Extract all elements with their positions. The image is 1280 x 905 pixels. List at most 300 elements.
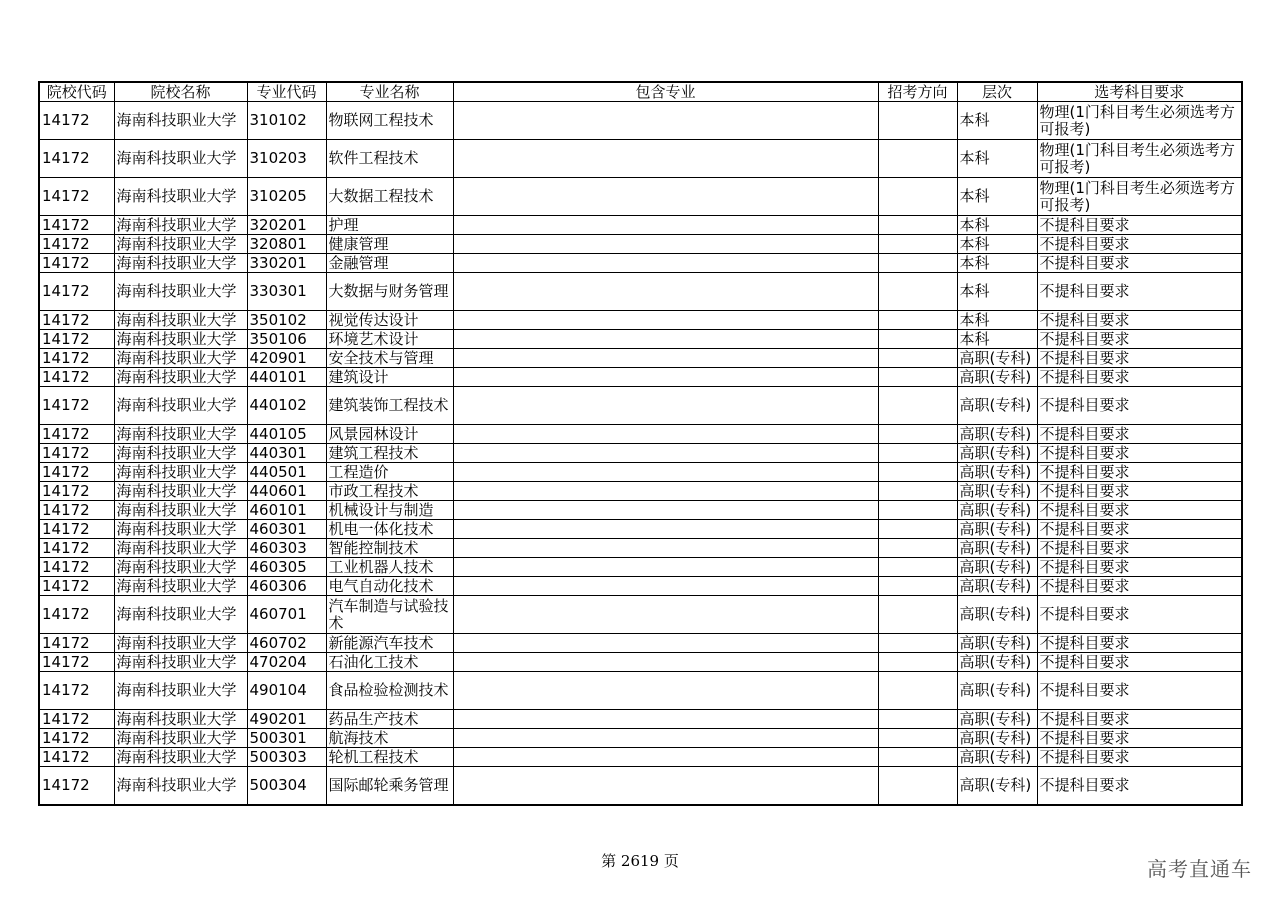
- subject-requirement-cell: [1037, 387, 1242, 425]
- table-row: [39, 596, 1242, 634]
- major-code-cell-text: 460702: [249, 634, 307, 652]
- table-row: [39, 672, 1242, 710]
- major-code-cell: [247, 672, 326, 710]
- major-code-cell-text: 470204: [249, 653, 307, 671]
- table-row: [39, 425, 1242, 444]
- major-name-cell: [326, 216, 453, 235]
- table-row: [39, 558, 1242, 577]
- school-name-cell-text: 海南科技职业大学: [116, 520, 237, 538]
- major-name-cell: [326, 520, 453, 539]
- school-code-cell: [39, 710, 114, 729]
- subject-requirement-cell: [1037, 140, 1242, 178]
- level-cell: [957, 653, 1037, 672]
- school-name-cell-text: 海南科技职业大学: [116, 235, 237, 253]
- level-cell-text: 本科: [959, 188, 990, 205]
- subject-requirement-cell: [1037, 748, 1242, 767]
- included-majors-cell: [453, 311, 878, 330]
- major-name-cell-text: 食品检验检测技术: [328, 682, 449, 699]
- major-name-cell-text: 视觉传达设计: [328, 311, 419, 329]
- major-name-cell: [326, 710, 453, 729]
- major-code-cell-text: 500303: [249, 748, 307, 766]
- header-included-majors: 包含专业: [453, 82, 878, 102]
- major-code-cell-text: 320801: [249, 235, 307, 253]
- subject-requirement-cell-text: 不提科目要求: [1039, 235, 1130, 253]
- direction-cell: [878, 178, 957, 216]
- major-name-cell: [326, 330, 453, 349]
- subject-requirement-cell-text: 不提科目要求: [1039, 710, 1130, 728]
- major-name-cell-text: 航海技术: [328, 729, 389, 747]
- subject-requirement-cell: [1037, 273, 1242, 311]
- included-majors-cell: [453, 102, 878, 140]
- major-name-cell: [326, 596, 453, 634]
- level-cell-text: 高职(专科): [959, 606, 1032, 623]
- header-school-name: 院校名称: [114, 82, 247, 102]
- direction-cell: [878, 729, 957, 748]
- included-majors-cell: [453, 273, 878, 311]
- subject-requirement-cell-text: 物理(1门科目考生必须选考方可报考): [1039, 179, 1235, 214]
- included-majors-cell: [453, 710, 878, 729]
- major-code-cell: [247, 729, 326, 748]
- included-majors-cell: [453, 425, 878, 444]
- major-code-cell-text: 440105: [249, 425, 307, 443]
- major-name-cell: [326, 387, 453, 425]
- subject-requirement-cell-text: 不提科目要求: [1039, 682, 1130, 699]
- table-row: [39, 273, 1242, 311]
- major-code-cell-text: 310102: [249, 112, 307, 129]
- school-code-cell: [39, 558, 114, 577]
- level-cell: [957, 349, 1037, 368]
- major-name-cell: [326, 102, 453, 140]
- school-name-cell: [114, 463, 247, 482]
- school-code-cell: [39, 425, 114, 444]
- subject-requirement-cell-text: 不提科目要求: [1039, 558, 1130, 576]
- major-code-cell-text: 420901: [249, 349, 307, 367]
- level-cell: [957, 729, 1037, 748]
- school-code-cell-text: 14172: [42, 188, 90, 205]
- level-cell-text: 高职(专科): [959, 368, 1032, 386]
- direction-cell: [878, 273, 957, 311]
- level-cell: [957, 387, 1037, 425]
- subject-requirement-cell-text: 不提科目要求: [1039, 606, 1130, 623]
- major-name-cell-text: 软件工程技术: [328, 150, 419, 167]
- school-name-cell-text: 海南科技职业大学: [116, 425, 237, 443]
- subject-requirement-cell-text: 不提科目要求: [1039, 776, 1130, 794]
- included-majors-cell: [453, 767, 878, 805]
- major-name-cell-text: 电气自动化技术: [328, 577, 434, 595]
- school-name-cell: [114, 330, 247, 349]
- school-name-cell-text: 海南科技职业大学: [116, 539, 237, 557]
- school-code-cell-text: 14172: [42, 112, 90, 129]
- school-name-cell-text: 海南科技职业大学: [116, 444, 237, 462]
- school-name-cell-text: 海南科技职业大学: [116, 776, 237, 794]
- school-code-cell-text: 14172: [42, 397, 90, 414]
- major-name-cell-text: 新能源汽车技术: [328, 634, 434, 652]
- header-level: 层次: [957, 82, 1037, 102]
- direction-cell: [878, 539, 957, 558]
- major-code-cell: [247, 748, 326, 767]
- school-name-cell: [114, 273, 247, 311]
- level-cell-text: 本科: [959, 112, 990, 129]
- direction-cell: [878, 140, 957, 178]
- school-name-cell: [114, 653, 247, 672]
- table-row: [39, 729, 1242, 748]
- table-row: [39, 330, 1242, 349]
- subject-requirement-cell-text: 不提科目要求: [1039, 729, 1130, 747]
- school-code-cell: [39, 672, 114, 710]
- school-code-cell: [39, 330, 114, 349]
- school-code-cell-text: 14172: [42, 710, 90, 728]
- school-code-cell: [39, 596, 114, 634]
- school-name-cell-text: 海南科技职业大学: [116, 710, 237, 728]
- school-name-cell: [114, 558, 247, 577]
- school-code-cell: [39, 634, 114, 653]
- subject-requirement-cell: [1037, 672, 1242, 710]
- school-name-cell: [114, 254, 247, 273]
- school-name-cell: [114, 710, 247, 729]
- direction-cell: [878, 387, 957, 425]
- level-cell: [957, 311, 1037, 330]
- direction-cell: [878, 349, 957, 368]
- header-major-code: 专业代码: [247, 82, 326, 102]
- subject-requirement-cell-text: 不提科目要求: [1039, 368, 1130, 386]
- subject-requirement-cell-text: 物理(1门科目考生必须选考方可报考): [1039, 103, 1235, 138]
- major-name-cell-text: 环境艺术设计: [328, 330, 419, 348]
- direction-cell: [878, 235, 957, 254]
- school-code-cell: [39, 482, 114, 501]
- major-name-cell-text: 建筑装饰工程技术: [328, 397, 449, 414]
- subject-requirement-cell-text: 不提科目要求: [1039, 520, 1130, 538]
- major-name-cell-text: 护理: [328, 216, 359, 234]
- school-code-cell: [39, 748, 114, 767]
- level-cell: [957, 596, 1037, 634]
- school-code-cell: [39, 311, 114, 330]
- major-name-cell: [326, 178, 453, 216]
- table-row: [39, 748, 1242, 767]
- level-cell: [957, 273, 1037, 311]
- included-majors-cell: [453, 349, 878, 368]
- level-cell: [957, 140, 1037, 178]
- school-code-cell-text: 14172: [42, 776, 90, 794]
- level-cell: [957, 558, 1037, 577]
- major-code-cell: [247, 482, 326, 501]
- school-name-cell: [114, 577, 247, 596]
- school-name-cell: [114, 748, 247, 767]
- school-name-cell: [114, 729, 247, 748]
- major-name-cell-text: 工程造价: [328, 463, 389, 481]
- level-cell: [957, 634, 1037, 653]
- subject-requirement-cell-text: 不提科目要求: [1039, 397, 1130, 414]
- header-major-name: 专业名称: [326, 82, 453, 102]
- direction-cell: [878, 520, 957, 539]
- major-code-cell: [247, 558, 326, 577]
- level-cell-text: 高职(专科): [959, 397, 1032, 414]
- direction-cell: [878, 501, 957, 520]
- subject-requirement-cell-text: 不提科目要求: [1039, 349, 1130, 367]
- included-majors-cell: [453, 634, 878, 653]
- subject-requirement-cell: [1037, 235, 1242, 254]
- school-name-cell: [114, 672, 247, 710]
- level-cell: [957, 425, 1037, 444]
- major-code-cell-text: 460101: [249, 501, 307, 519]
- level-cell-text: 高职(专科): [959, 558, 1032, 576]
- major-name-cell-text: 工业机器人技术: [328, 558, 434, 576]
- included-majors-cell: [453, 501, 878, 520]
- major-name-cell-text: 大数据工程技术: [328, 188, 434, 205]
- major-code-cell-text: 460701: [249, 606, 307, 623]
- table-row: [39, 577, 1242, 596]
- included-majors-cell: [453, 729, 878, 748]
- major-code-cell-text: 330301: [249, 283, 307, 300]
- major-name-cell-text: 智能控制技术: [328, 539, 419, 557]
- subject-requirement-cell: [1037, 368, 1242, 387]
- level-cell-text: 本科: [959, 283, 990, 300]
- direction-cell: [878, 425, 957, 444]
- major-code-cell-text: 350106: [249, 330, 307, 348]
- school-name-cell: [114, 501, 247, 520]
- level-cell-text: 本科: [959, 150, 990, 167]
- major-code-cell-text: 350102: [249, 311, 307, 329]
- major-name-cell: [326, 349, 453, 368]
- direction-cell: [878, 482, 957, 501]
- school-name-cell-text: 海南科技职业大学: [116, 501, 237, 519]
- school-name-cell: [114, 425, 247, 444]
- major-code-cell-text: 310203: [249, 150, 307, 167]
- school-name-cell-text: 海南科技职业大学: [116, 653, 237, 671]
- school-name-cell-text: 海南科技职业大学: [116, 283, 237, 300]
- table-row: [39, 387, 1242, 425]
- major-name-cell: [326, 558, 453, 577]
- level-cell-text: 高职(专科): [959, 729, 1032, 747]
- level-cell-text: 高职(专科): [959, 682, 1032, 699]
- subject-requirement-cell: [1037, 501, 1242, 520]
- subject-requirement-cell-text: 不提科目要求: [1039, 463, 1130, 481]
- major-code-cell: [247, 444, 326, 463]
- major-code-cell: [247, 235, 326, 254]
- major-code-cell-text: 490201: [249, 710, 307, 728]
- school-code-cell: [39, 463, 114, 482]
- included-majors-cell: [453, 482, 878, 501]
- school-code-cell-text: 14172: [42, 520, 90, 538]
- major-code-cell: [247, 254, 326, 273]
- level-cell-text: 高职(专科): [959, 501, 1032, 519]
- level-cell-text: 高职(专科): [959, 710, 1032, 728]
- subject-requirement-cell-text: 不提科目要求: [1039, 539, 1130, 557]
- school-name-cell-text: 海南科技职业大学: [116, 112, 237, 129]
- major-code-cell: [247, 501, 326, 520]
- subject-requirement-cell: [1037, 596, 1242, 634]
- major-name-cell-text: 风景园林设计: [328, 425, 419, 443]
- subject-requirement-cell-text: 不提科目要求: [1039, 501, 1130, 519]
- major-code-cell: [247, 463, 326, 482]
- subject-requirement-cell-text: 不提科目要求: [1039, 444, 1130, 462]
- major-name-cell-text: 国际邮轮乘务管理: [328, 776, 449, 794]
- school-name-cell: [114, 368, 247, 387]
- major-name-cell: [326, 444, 453, 463]
- subject-requirement-cell: [1037, 558, 1242, 577]
- major-name-cell-text: 机电一体化技术: [328, 520, 434, 538]
- major-code-cell-text: 460306: [249, 577, 307, 595]
- school-code-cell-text: 14172: [42, 330, 90, 348]
- school-code-cell-text: 14172: [42, 482, 90, 500]
- school-code-cell-text: 14172: [42, 748, 90, 766]
- school-name-cell: [114, 178, 247, 216]
- major-code-cell-text: 460305: [249, 558, 307, 576]
- major-name-cell-text: 金融管理: [328, 254, 389, 272]
- subject-requirement-cell-text: 不提科目要求: [1039, 634, 1130, 652]
- major-code-cell-text: 460301: [249, 520, 307, 538]
- school-code-cell: [39, 254, 114, 273]
- major-name-cell-text: 大数据与财务管理: [328, 283, 449, 300]
- major-name-cell-text: 机械设计与制造: [328, 501, 434, 519]
- school-name-cell-text: 海南科技职业大学: [116, 482, 237, 500]
- major-name-cell-text: 市政工程技术: [328, 482, 419, 500]
- major-name-cell: [326, 273, 453, 311]
- school-code-cell: [39, 577, 114, 596]
- subject-requirement-cell-text: 不提科目要求: [1039, 748, 1130, 766]
- level-cell-text: 本科: [959, 254, 990, 272]
- school-name-cell-text: 海南科技职业大学: [116, 368, 237, 386]
- table-row: [39, 311, 1242, 330]
- direction-cell: [878, 102, 957, 140]
- school-code-cell: [39, 767, 114, 805]
- level-cell: [957, 463, 1037, 482]
- major-name-cell: [326, 672, 453, 710]
- level-cell-text: 本科: [959, 311, 990, 329]
- direction-cell: [878, 596, 957, 634]
- major-code-cell: [247, 387, 326, 425]
- subject-requirement-cell-text: 不提科目要求: [1039, 283, 1130, 300]
- school-name-cell-text: 海南科技职业大学: [116, 558, 237, 576]
- table-row: [39, 482, 1242, 501]
- school-name-cell: [114, 235, 247, 254]
- major-code-cell-text: 500304: [249, 776, 307, 794]
- major-code-cell-text: 440102: [249, 397, 307, 414]
- major-code-cell: [247, 710, 326, 729]
- major-code-cell: [247, 178, 326, 216]
- included-majors-cell: [453, 216, 878, 235]
- major-name-cell: [326, 254, 453, 273]
- direction-cell: [878, 330, 957, 349]
- included-majors-cell: [453, 748, 878, 767]
- major-name-cell: [326, 463, 453, 482]
- included-majors-cell: [453, 558, 878, 577]
- table-row: [39, 216, 1242, 235]
- school-name-cell: [114, 311, 247, 330]
- included-majors-cell: [453, 387, 878, 425]
- major-name-cell: [326, 634, 453, 653]
- level-cell-text: 高职(专科): [959, 634, 1032, 652]
- major-code-cell-text: 310205: [249, 188, 307, 205]
- direction-cell: [878, 653, 957, 672]
- school-code-cell-text: 14172: [42, 368, 90, 386]
- table-row: [39, 444, 1242, 463]
- table-row: [39, 463, 1242, 482]
- subject-requirement-cell: [1037, 463, 1242, 482]
- level-cell-text: 高职(专科): [959, 349, 1032, 367]
- subject-requirement-cell: [1037, 444, 1242, 463]
- school-name-cell: [114, 539, 247, 558]
- subject-requirement-cell: [1037, 216, 1242, 235]
- major-name-cell: [326, 748, 453, 767]
- level-cell-text: 高职(专科): [959, 653, 1032, 671]
- subject-requirement-cell: [1037, 330, 1242, 349]
- school-code-cell: [39, 501, 114, 520]
- subject-requirement-cell: [1037, 311, 1242, 330]
- subject-requirement-cell-text: 不提科目要求: [1039, 216, 1130, 234]
- level-cell: [957, 577, 1037, 596]
- table-body: [39, 102, 1242, 805]
- school-name-cell: [114, 482, 247, 501]
- direction-cell: [878, 634, 957, 653]
- table-header: [39, 82, 1242, 102]
- major-code-cell: [247, 539, 326, 558]
- major-name-cell: [326, 501, 453, 520]
- school-name-cell: [114, 216, 247, 235]
- school-name-cell: [114, 349, 247, 368]
- included-majors-cell: [453, 140, 878, 178]
- level-cell-text: 高职(专科): [959, 539, 1032, 557]
- school-code-cell-text: 14172: [42, 425, 90, 443]
- subject-requirement-cell-text: 不提科目要求: [1039, 311, 1130, 329]
- school-name-cell: [114, 767, 247, 805]
- included-majors-cell: [453, 463, 878, 482]
- direction-cell: [878, 444, 957, 463]
- major-code-cell: [247, 330, 326, 349]
- school-code-cell-text: 14172: [42, 729, 90, 747]
- major-code-cell: [247, 577, 326, 596]
- table-row: [39, 634, 1242, 653]
- subject-requirement-cell: [1037, 653, 1242, 672]
- school-name-cell-text: 海南科技职业大学: [116, 634, 237, 652]
- major-code-cell-text: 330201: [249, 254, 307, 272]
- school-code-cell: [39, 653, 114, 672]
- school-code-cell: [39, 273, 114, 311]
- school-name-cell-text: 海南科技职业大学: [116, 397, 237, 414]
- major-name-cell-text: 轮机工程技术: [328, 748, 419, 766]
- included-majors-cell: [453, 577, 878, 596]
- header-direction: 招考方向: [878, 82, 957, 102]
- school-name-cell-text: 海南科技职业大学: [116, 606, 237, 623]
- major-code-cell-text: 440301: [249, 444, 307, 462]
- major-name-cell: [326, 368, 453, 387]
- level-cell-text: 高职(专科): [959, 748, 1032, 766]
- level-cell: [957, 501, 1037, 520]
- level-cell: [957, 178, 1037, 216]
- school-name-cell-text: 海南科技职业大学: [116, 682, 237, 699]
- subject-requirement-cell-text: 不提科目要求: [1039, 482, 1130, 500]
- table-row: [39, 102, 1242, 140]
- major-code-cell: [247, 311, 326, 330]
- major-code-cell: [247, 634, 326, 653]
- subject-requirement-cell-text: 不提科目要求: [1039, 577, 1130, 595]
- major-name-cell-text: 药品生产技术: [328, 710, 419, 728]
- level-cell: [957, 102, 1037, 140]
- table-row: [39, 501, 1242, 520]
- school-name-cell: [114, 102, 247, 140]
- level-cell-text: 高职(专科): [959, 463, 1032, 481]
- subject-requirement-cell: [1037, 634, 1242, 653]
- major-name-cell-text: 物联网工程技术: [328, 112, 434, 129]
- level-cell-text: 本科: [959, 235, 990, 253]
- school-name-cell-text: 海南科技职业大学: [116, 254, 237, 272]
- level-cell: [957, 368, 1037, 387]
- level-cell-text: 高职(专科): [959, 482, 1032, 500]
- major-code-cell: [247, 520, 326, 539]
- table-row: [39, 368, 1242, 387]
- school-code-cell: [39, 539, 114, 558]
- major-code-cell: [247, 349, 326, 368]
- major-name-cell: [326, 425, 453, 444]
